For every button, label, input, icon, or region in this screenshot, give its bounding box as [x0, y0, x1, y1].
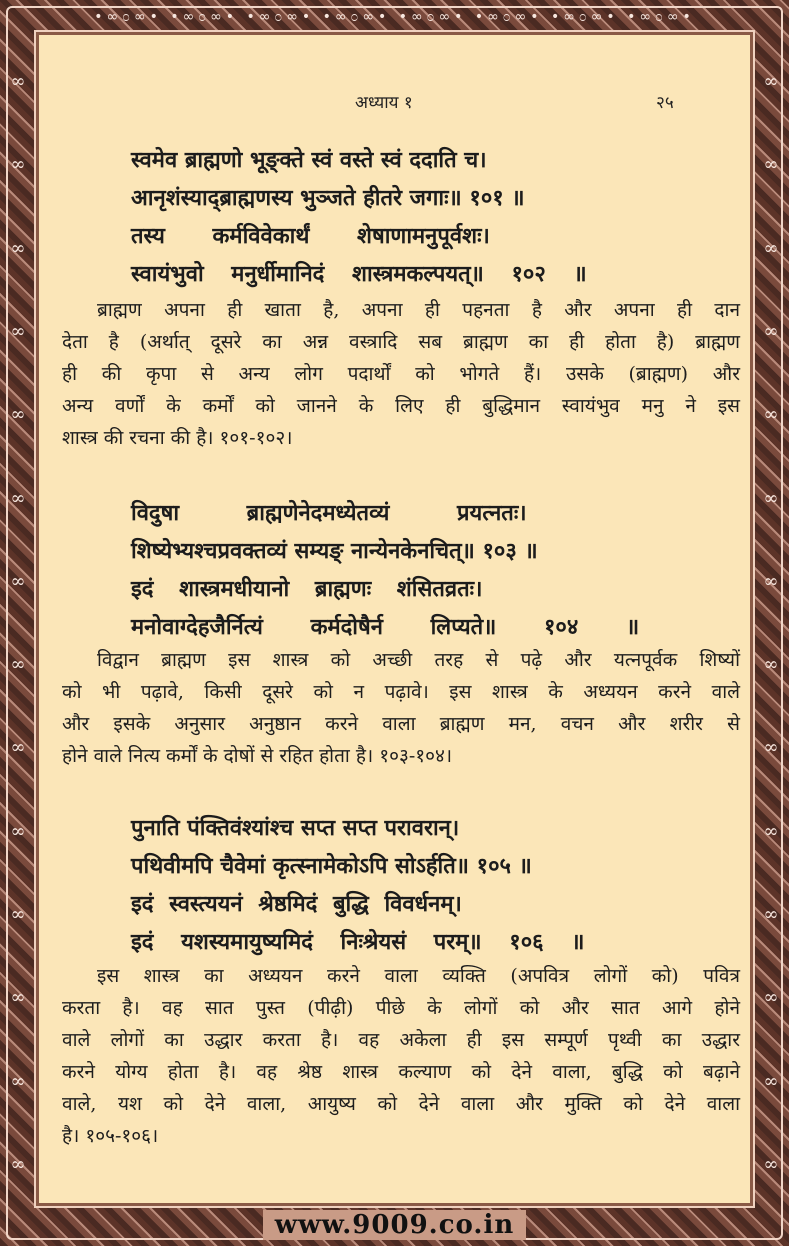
ornament-right: ∞ ∞ ∞ ∞ ∞ ∞ ∞ ∞ ∞ ∞ ∞ ∞ ∞ ∞ [763, 71, 779, 1175]
verse-line: पथिवीमपि चैवेमां कृत्स्नामेकोऽपि सोऽर्हति॥ १०५ ॥ [131, 853, 532, 879]
verse-line: आनृशंस्याद्ब्राह्मणस्य भुञ्जते हीतरे जगाः॥ १०१ ॥ [131, 185, 525, 211]
ornament-left: ∞ ∞ ∞ ∞ ∞ ∞ ∞ ∞ ∞ ∞ ∞ ∞ ∞ ∞ [10, 71, 26, 1175]
verse-line: तस्य कर्मविवेकार्थं शेषाणामनुपूर्वशः। [131, 223, 490, 249]
verse-line: इदं यशस्यमायुष्यमिदं निःश्रेयसं परम्॥ १०६ ॥ [131, 929, 585, 955]
page-number: २५ [656, 93, 674, 113]
translation-paragraph [62, 960, 740, 1152]
ornament-top: •∞೦∞• •∞೦∞• •∞೦∞• •∞೦∞• •∞೦∞• •∞೦∞• •∞೦∞• •∞೦∞• [94, 9, 695, 25]
site-footer [0, 1210, 789, 1240]
verse-line: इदं स्वस्त्ययनं श्रेष्ठमिदं बुद्धि विवर्धनम्। [131, 891, 462, 917]
book-page [36, 32, 753, 1206]
translation-line: और इसके अनुसार अनुष्ठान करने वाला ब्राह्मण मन, वचन और शरीर से [62, 713, 740, 735]
website-link[interactable]: www.9009.co.in [263, 1210, 527, 1240]
translation-line: अन्य वर्णों के कर्मों को जानने के लिए ही बुद्धिमान स्वायंभुव मनु ने इस [62, 395, 740, 417]
translation-line: विद्वान ब्राह्मण इस शास्त्र को अच्छी तरह से पढ़े और यत्नपूर्वक शिष्यों [97, 649, 740, 671]
page-header [36, 90, 753, 120]
verse-line: विदुषा ब्राह्मणेनेदमध्येतव्यं प्रयत्नतः। [131, 500, 527, 526]
translation-line: है। १०५-१०६। [62, 1125, 159, 1147]
verse-line: पुनाति पंक्तिवंश्यांश्च सप्त सप्त परावरान्। [131, 815, 460, 841]
translation-line: वाले, यश को देने वाला, आयुष्य को देने वाला और मुक्ति को देने वाला [62, 1093, 740, 1115]
translation-line: को भी पढ़ावे, किसी दूसरे को न पढ़ावे। इस शास्त्र के अध्ययन करने वाले [62, 681, 740, 703]
verse-line: मनोवाग्देहजैर्नित्यं कर्मदोषैर्न लिप्यते॥ १०४ ॥ [131, 614, 640, 640]
translation-paragraph [62, 644, 740, 772]
translation-line: ही की कृपा से अन्य लोग पदार्थों को भोगते हैं। उसके (ब्राह्मण) और [62, 363, 740, 385]
translation-line: शास्त्र की रचना की है। १०१-१०२। [62, 427, 293, 449]
verse-line: स्वायंभुवो मनुर्धीमानिदं शास्त्रमकल्पयत्॥ १०२ ॥ [131, 261, 587, 287]
translation-paragraph [62, 294, 740, 454]
verse-line: इदं शास्त्रमधीयानो ब्राह्मणः शंसितव्रतः। [131, 576, 483, 602]
translation-line: करता है। वह सात पुस्त (पीढ़ी) पीछे के लोगों को और सात आगे होने [62, 997, 740, 1019]
translation-line: इस शास्त्र का अध्ययन करने वाला व्यक्ति (अपवित्र लोगों को) पवित्र [97, 965, 740, 987]
translation-line: होने वाले नित्य कर्मों के दोषों से रहित होता है। १०३-१०४। [62, 745, 453, 767]
translation-line: करने योग्य होता है। वह श्रेष्ठ शास्त्र कल्याण को देने वाला, बुद्धि को बढ़ाने [62, 1061, 740, 1083]
chapter-title: अध्याय १ [355, 93, 413, 113]
translation-line: देता है (अर्थात् दूसरे का अन्न वस्त्रादि सब ब्राह्मण का ही होता है) ब्राह्मण [62, 331, 740, 353]
translation-line: ब्राह्मण अपना ही खाता है, अपना ही पहनता है और अपना ही दान [97, 299, 740, 321]
translation-line: वाले लोगों का उद्धार करता है। वह अकेला ही इस सम्पूर्ण पृथ्वी का उद्धार [62, 1029, 740, 1051]
verse-line: शिष्येभ्यश्चप्रवक्तव्यं सम्यङ् नान्येनकेनचित्॥ १०३ ॥ [131, 538, 538, 564]
verse-line: स्वमेव ब्राह्मणो भूङ्क्ते स्वं वस्ते स्वं ददाति च। [131, 147, 487, 173]
